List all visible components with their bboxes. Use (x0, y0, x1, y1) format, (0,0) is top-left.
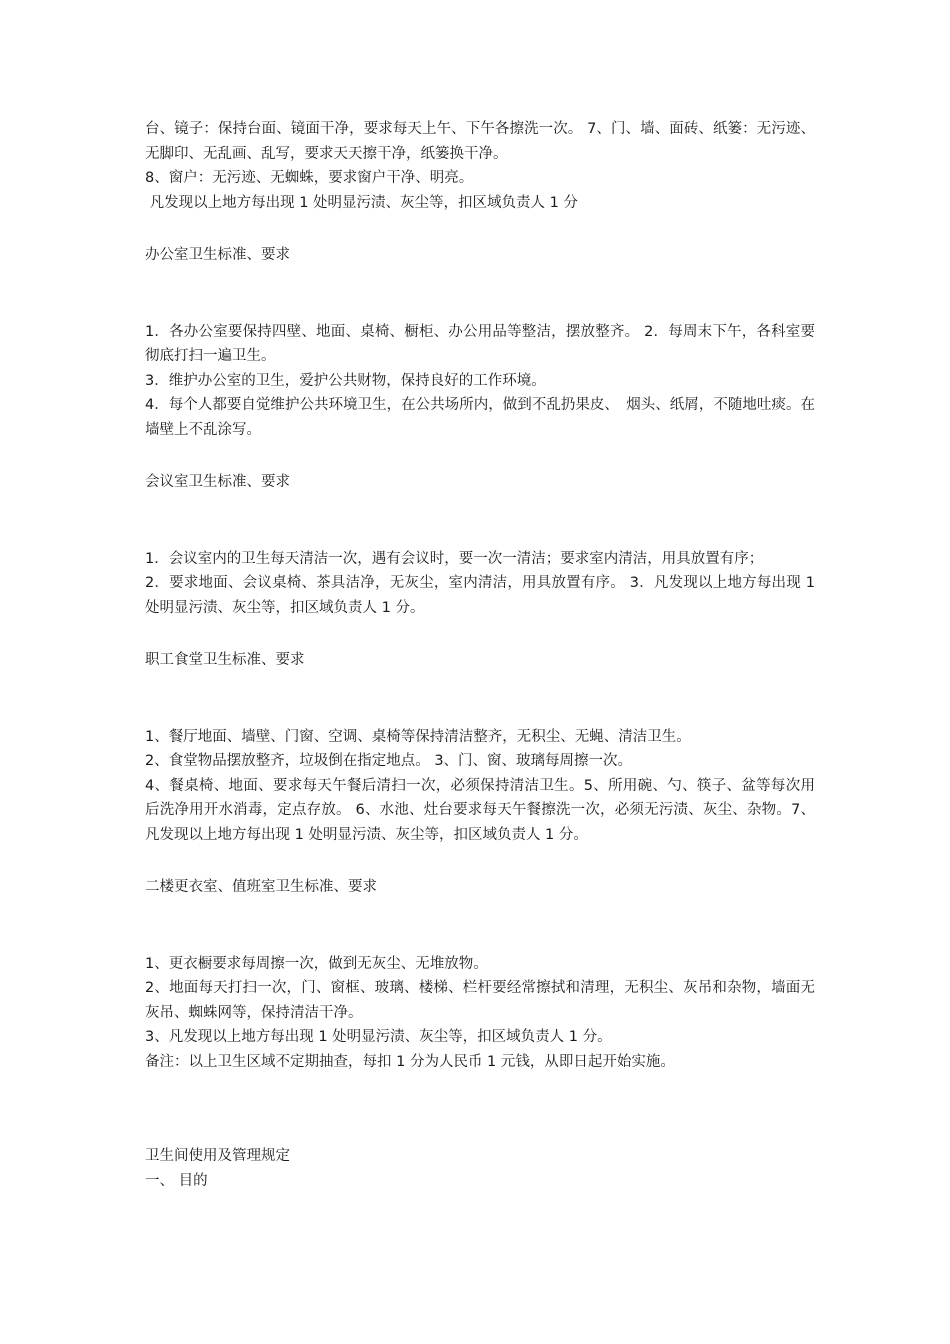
locker-section (145, 875, 815, 1074)
section-heading: 办公室卫生标准、要求 (145, 247, 290, 263)
section-line: 2、地面每天打扫一次，门、窗框、玻璃、楼梯、栏杆要经常擦拭和清理，无积尘、灰吊和杂物，墙面无灰吊、蜘蛛网等，保持清洁干净。 (145, 980, 815, 1021)
intro-section (145, 117, 815, 215)
section-line: 3、凡发现以上地方每出现 1 处明显污渍、灰尘等，扣区域负责人 1 分。 (145, 1029, 612, 1045)
section-heading: 会议室卫生标准、要求 (145, 474, 290, 490)
canteen-section (145, 648, 815, 847)
intro-line: 8、窗户：无污迹、无蜘蛛，要求窗户干净、明亮。 (145, 170, 474, 186)
office-section (145, 243, 815, 442)
section-line: 2、食堂物品摆放整齐，垃圾倒在指定地点。 3、门、窗、玻璃每周擦一次。 (145, 753, 633, 769)
section-heading: 职工食堂卫生标准、要求 (145, 652, 305, 668)
remark-line: 备注：以上卫生区域不定期抽查，每扣 1 分为人民币 1 元钱，从即日起开始实施。 (145, 1053, 675, 1070)
section-line: 3．维护办公室的卫生，爱护公共财物，保持良好的工作环境。 (145, 372, 546, 389)
section-line: 1、更衣橱要求每周擦一次，做到无灰尘、无堆放物。 (145, 955, 488, 972)
section-heading: 二楼更衣室、值班室卫生标准、要求 (145, 879, 377, 895)
restroom-section (145, 1144, 815, 1193)
intro-line: 凡发现以上地方每出现 1 处明显污渍、灰尘等，扣区域负责人 1 分 (145, 194, 578, 211)
document-page (145, 117, 820, 1193)
section-line: 4．每个人都要自觉维护公共环境卫生，在公共场所内，做到不乱扔果皮、 烟头、纸屑，不随地吐痰。在墙壁上不乱涂写。 (145, 397, 815, 438)
section-line: 1．各办公室要保持四壁、地面、桌椅、橱柜、办公用品等整洁，摆放整齐。 2．每周末下午，各科室要彻底打扫一遍卫生。 (145, 323, 815, 364)
section-heading: 卫生间使用及管理规定 (145, 1148, 290, 1164)
section-line: 1、餐厅地面、墙壁、门窗、空调、桌椅等保持清洁整齐，无积尘、无蝇、清洁卫生。 (145, 728, 691, 745)
subsection-heading: 一、 目的 (145, 1172, 208, 1189)
section-line: 4、餐桌椅、地面、要求每天午餐后清扫一次，必须保持清洁卫生。5、所用碗、勺、筷子、盆等每次用后洗净用开水消毒，定点存放。 6、水池、灶台要求每天午餐擦洗一次，必须无污渍、灰尘、杂物。7、凡发现以上地方每出现 1 处明显污渍、灰尘等，扣区域负责人 1 分。 (145, 777, 815, 843)
section-line: 1．会议室内的卫生每天清洁一次，遇有会议时，要一次一清洁；要求室内清洁，用具放置有序； (145, 550, 764, 567)
meeting-section (145, 470, 820, 620)
intro-line: 台、镜子：保持台面、镜面干净，要求每天上午、下午各擦洗一次。 7、门、墙、面砖、纸篓：无污迹、无脚印、无乱画、乱写，要求天天擦干净，纸篓换干净。 (145, 121, 815, 162)
section-line: 2．要求地面、会议桌椅、茶具洁净，无灰尘，室内清洁，用具放置有序。 3．凡发现以上地方每出现 1 处明显污渍、灰尘等，扣区域负责人 1 分。 (145, 575, 820, 616)
